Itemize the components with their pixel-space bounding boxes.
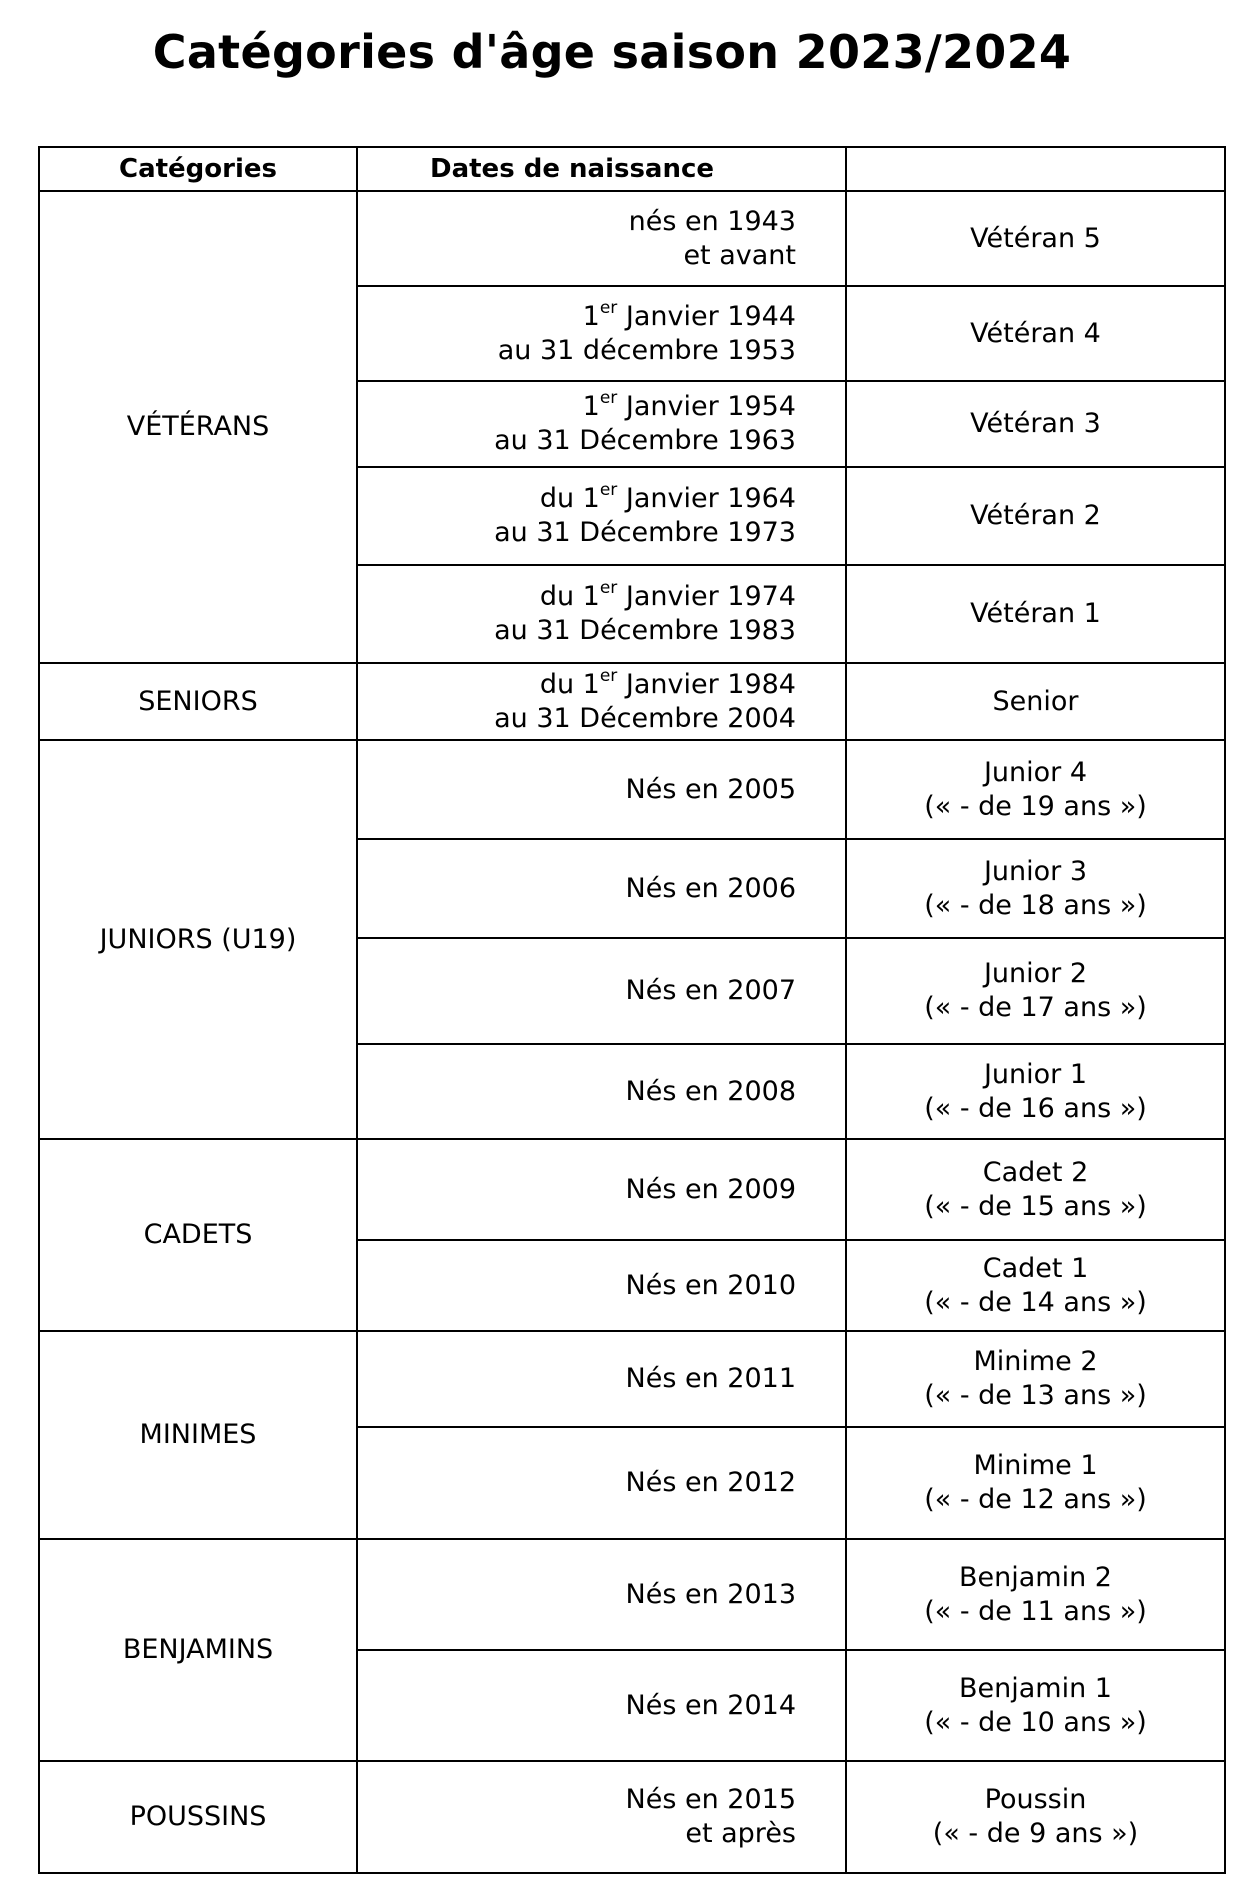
age-limit-label: (« - de 15 ans »): [924, 1190, 1147, 1222]
birth-dates-cell: [357, 381, 846, 467]
age-limit-label: (« - de 14 ans »): [924, 1286, 1147, 1318]
category-label-cell: [846, 663, 1225, 740]
age-limit-label: (« - de 19 ans »): [924, 790, 1147, 822]
category-label: Junior 1: [983, 1058, 1088, 1090]
table-row: [39, 1331, 1225, 1427]
birth-dates-cell: [357, 1240, 846, 1331]
dates-line-2: au 31 Décembre 1973: [494, 517, 796, 548]
category-label: Vétéran 4: [970, 317, 1101, 349]
category-cadets: CADETS: [39, 1139, 357, 1331]
category-label-cell: [846, 1427, 1225, 1539]
category-veterans: VÉTÉRANS: [39, 191, 357, 663]
category-label: Senior: [992, 685, 1079, 717]
category-label: Junior 3: [983, 855, 1088, 887]
category-label-cell: [846, 191, 1225, 286]
category-label: Vétéran 2: [970, 500, 1101, 531]
category-label-cell: [846, 565, 1225, 663]
age-limit-label: (« - de 11 ans »): [924, 1595, 1147, 1627]
category-label-cell: [846, 1331, 1225, 1427]
category-label-cell: [846, 1240, 1225, 1331]
category-seniors: SENIORS: [39, 663, 357, 740]
category-label: Vétéran 5: [970, 222, 1101, 254]
category-label: Minime 2: [973, 1346, 1098, 1377]
dates-line-2: au 31 Décembre 1963: [494, 425, 796, 456]
category-label: Junior 4: [983, 756, 1088, 788]
dates-line-1: Nés en 2005: [625, 773, 796, 805]
category-label: Vétéran 1: [970, 598, 1101, 629]
dates-line-1: 1er Janvier 1944: [582, 297, 796, 332]
category-label: Cadet 2: [982, 1156, 1089, 1188]
header-label: [846, 147, 1225, 191]
age-limit-label: (« - de 10 ans »): [924, 1706, 1147, 1738]
dates-line-1: du 1er Janvier 1974: [539, 578, 796, 612]
category-poussins: POUSSINS: [39, 1761, 357, 1873]
birth-dates-cell: [357, 565, 846, 663]
dates-line-2: et avant: [683, 239, 796, 271]
dates-line-1: Nés en 2015: [625, 1784, 796, 1815]
birth-dates-cell: [357, 1139, 846, 1240]
birth-dates-cell: [357, 1539, 846, 1650]
category-label-cell: [846, 1650, 1225, 1761]
age-limit-label: (« - de 9 ans »): [932, 1818, 1139, 1849]
age-limit-label: (« - de 12 ans »): [924, 1484, 1147, 1515]
category-label-cell: [846, 1044, 1225, 1139]
category-label: Cadet 1: [982, 1252, 1089, 1284]
category-label: Junior 2: [983, 958, 1088, 989]
dates-line-1: du 1er Janvier 1964: [539, 480, 796, 514]
category-label-cell: [846, 1539, 1225, 1650]
birth-dates-cell: [357, 1331, 846, 1427]
category-minimes: MINIMES: [39, 1331, 357, 1539]
birth-dates-cell: [357, 1044, 846, 1139]
category-benjamins: BENJAMINS: [39, 1539, 357, 1761]
age-limit-label: (« - de 18 ans »): [924, 889, 1147, 921]
category-label: Benjamin 2: [959, 1561, 1112, 1593]
birth-dates-cell: [357, 740, 846, 839]
dates-line-1: Nés en 2014: [625, 1689, 796, 1721]
dates-line-1: Nés en 2006: [625, 872, 796, 904]
category-label-cell: [846, 938, 1225, 1044]
dates-line-1: nés en 1943: [628, 205, 796, 237]
header-categories: Catégories: [39, 147, 357, 191]
category-label-cell: [846, 839, 1225, 938]
dates-line-1: Nés en 2012: [625, 1467, 796, 1498]
dates-line-2: au 31 décembre 1953: [497, 334, 796, 366]
birth-dates-cell: [357, 467, 846, 565]
age-limit-label: (« - de 13 ans »): [924, 1380, 1147, 1411]
category-label-cell: [846, 381, 1225, 467]
category-label-cell: [846, 1139, 1225, 1240]
table-row: [39, 191, 1225, 286]
table-row: [39, 740, 1225, 839]
birth-dates-cell: [357, 286, 846, 381]
birth-dates-cell: [357, 1650, 846, 1761]
category-label: Minime 1: [973, 1450, 1098, 1481]
category-label-cell: [846, 740, 1225, 839]
dates-line-2: au 31 Décembre 1983: [494, 615, 796, 646]
dates-line-2: au 31 Décembre 2004: [494, 702, 796, 734]
table-row: [39, 663, 1225, 740]
category-label-cell: [846, 286, 1225, 381]
age-limit-label: (« - de 17 ans »): [924, 992, 1147, 1023]
dates-line-1: Nés en 2008: [625, 1075, 796, 1107]
birth-dates-cell: [357, 663, 846, 740]
age-categories-table: [38, 146, 1226, 1874]
birth-dates-cell: [357, 1761, 846, 1873]
dates-line-1: du 1er Janvier 1984: [539, 665, 796, 700]
dates-line-2: et après: [685, 1818, 796, 1849]
table-row: [39, 1539, 1225, 1650]
category-label: Benjamin 1: [959, 1672, 1112, 1704]
table-header-row: [39, 147, 1225, 191]
dates-line-1: Nés en 2013: [625, 1578, 796, 1610]
table-row: [39, 1761, 1225, 1873]
birth-dates-cell: [357, 938, 846, 1044]
category-label: Vétéran 3: [970, 408, 1101, 439]
dates-line-1: Nés en 2007: [625, 975, 796, 1006]
dates-line-1: Nés en 2011: [625, 1363, 796, 1394]
table-row: [39, 1139, 1225, 1240]
category-label-cell: [846, 1761, 1225, 1873]
dates-line-1: Nés en 2010: [625, 1269, 796, 1301]
age-limit-label: (« - de 16 ans »): [924, 1092, 1147, 1124]
birth-dates-cell: [357, 839, 846, 938]
category-juniors: JUNIORS (U19): [39, 740, 357, 1139]
category-label: Poussin: [984, 1784, 1087, 1815]
page-title: Catégories d'âge saison 2023/2024: [152, 25, 1072, 79]
dates-line-1: 1er Janvier 1954: [582, 388, 796, 422]
header-dates: Dates de naissance: [357, 147, 846, 191]
dates-line-1: Nés en 2009: [625, 1173, 796, 1205]
birth-dates-cell: [357, 191, 846, 286]
category-label-cell: [846, 467, 1225, 565]
birth-dates-cell: [357, 1427, 846, 1539]
